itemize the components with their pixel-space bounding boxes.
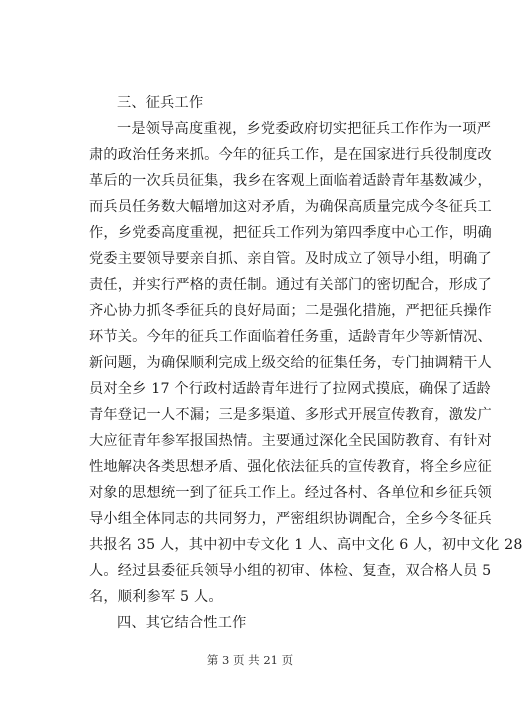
section-heading-conscription: 三、征兵工作 [117,95,204,111]
paragraph-line: 齐心协力抓冬季征兵的良好局面；二是强化措施，严把征兵操作 [89,303,492,319]
paragraph-line: 名，顺利参军 5 人。 [89,589,223,605]
paragraph-line: 而兵员任务数大幅增加这对矛盾，为确保高质量完成今冬征兵工 [89,199,492,215]
paragraph-line: 人。经过县委征兵领导小组的初审、体检、复查，双合格人员 5 [89,563,492,579]
paragraph-line: 党委主要领导要亲自抓、亲自管。及时成立了领导小组，明确了 [89,251,492,267]
paragraph-line: 肃的政治任务来抓。今年的征兵工作，是在国家进行兵役制度改 [89,147,492,163]
section-heading-other-work: 四、其它结合性工作 [117,615,247,631]
paragraph-line: 革后的一次兵员征集，我乡在客观上面临着适龄青年基数减少， [89,173,492,189]
paragraph-line: 对象的思想统一到了征兵工作上。经过各村、各单位和乡征兵领 [89,485,492,501]
paragraph-line: 导小组全体同志的共同努力，严密组织协调配合，全乡今冬征兵 [89,511,492,527]
paragraph-line: 大应征青年参军报国热情。主要通过深化全民国防教育、有针对 [89,433,492,449]
paragraph-line: 一是领导高度重视，乡党委政府切实把征兵工作作为一项严 [117,121,492,137]
paragraph-line: 环节关。今年的征兵工作面临着任务重，适龄青年少等新情况、 [89,329,492,345]
paragraph-line: 员对全乡 17 个行政村适龄青年进行了拉网式摸底，确保了适龄 [89,381,491,397]
paragraph-line: 青年登记一人不漏；三是多渠道、多形式开展宣传教育，激发广 [89,407,492,423]
paragraph-line: 共报名 35 人，其中初中专文化 1 人、高中文化 6 人，初中文化 28 [89,537,523,553]
paragraph-line: 作，乡党委高度重视，把征兵工作列为第四季度中心工作，明确 [89,225,492,241]
page-number-footer: 第 3 页 共 21 页 [206,653,294,667]
paragraph-line: 责任，并实行严格的责任制。通过有关部门的密切配合，形成了 [89,277,492,293]
paragraph-line: 新问题，为确保顺利完成上级交给的征集任务，专门抽调精干人 [89,355,492,371]
paragraph-line: 性地解决各类思想矛盾、强化依法征兵的宣传教育，将全乡应征 [89,459,492,475]
